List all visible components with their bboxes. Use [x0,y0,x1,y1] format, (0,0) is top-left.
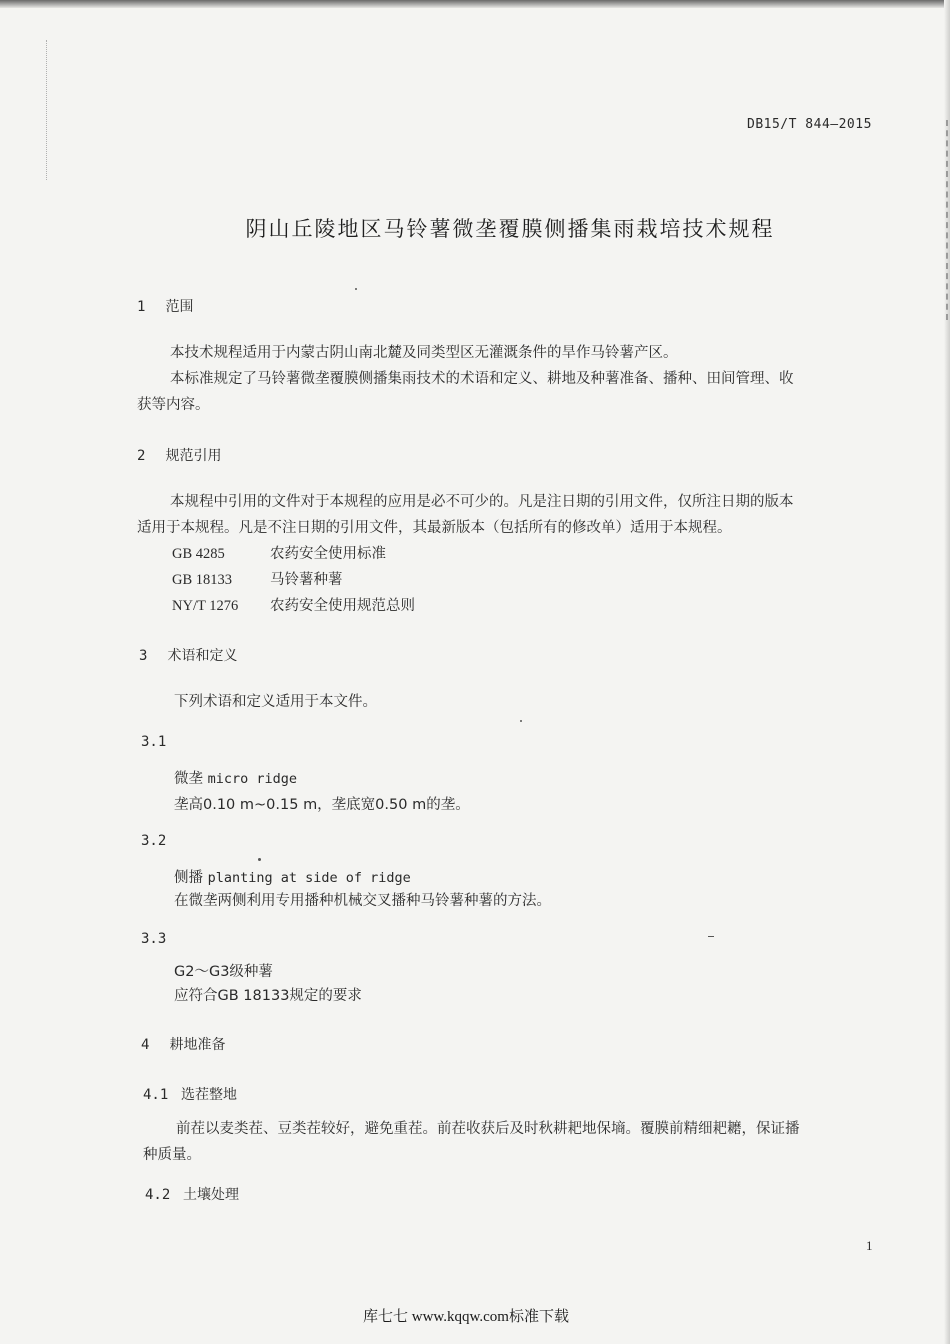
document-title: 阴山丘陵地区马铃薯微垄覆膜侧播集雨栽培技术规程 [245,217,775,241]
reference-code: GB 4285 [172,546,225,562]
term-definition: 在微垄两侧利用专用播种机械交叉播种马铃薯种薯的方法。 [174,893,551,909]
section-number: 2 [137,448,146,464]
term-number: 3.3 [141,931,167,947]
page-number: 1 [866,1238,873,1253]
term-zh: 侧播 [174,870,203,886]
term-definition: 垄高0.10 m~0.15 m，垄底宽0.50 m的垄。 [174,797,470,813]
reference-code: NY/T 1276 [172,598,239,614]
scan-left-mark [46,40,48,180]
section-title: 术语和定义 [167,648,238,664]
subsection-4-2-heading [145,1184,239,1204]
section-3-intro: 下列术语和定义适用于本文件。 [174,694,377,710]
section-number: 1 [137,299,146,315]
subsection-number: 4.1 [143,1087,169,1103]
scan-speck [355,288,357,290]
section-2-para-line-1: 本规程中引用的文件对于本规程的应用是必不可少的。凡是注日期的引用文件，仅所注日期的版本 [170,494,794,510]
subsection-title: 选茬整地 [181,1087,237,1103]
section-title: 规范引用 [165,448,222,464]
section-1-para-2-line-2: 获等内容。 [137,397,210,413]
standard-number: DB15/T 844—2015 [747,117,872,132]
term-en: micro ridge [207,771,298,787]
footer-watermark-text: 库七七 www.kqqw.com标准下载 [363,1309,569,1325]
term-en: planting at side of ridge [207,870,411,886]
reference-row [172,593,415,619]
scan-speck [258,858,261,861]
term-definition: 应符合GB 18133规定的要求 [174,988,362,1004]
reference-name: 农药安全使用规范总则 [270,598,415,614]
section-1-heading [137,296,193,316]
section-number: 4 [141,1037,150,1053]
section-4-heading [141,1034,225,1054]
term-number: 3.2 [141,833,167,849]
scan-top-border [0,0,950,8]
subsection-4-1-para-line-2: 种质量。 [143,1147,201,1163]
scan-speck [520,720,522,722]
section-2-heading [137,445,221,465]
term-zh: 微垄 [174,771,203,787]
subsection-title: 土壤处理 [183,1187,239,1203]
section-1-para-1: 本技术规程适用于内蒙古阴山南北麓及同类型区无灌溉条件的旱作马铃薯产区。 [170,345,678,361]
reference-name: 农药安全使用标准 [270,546,386,562]
reference-row [172,541,386,567]
section-number: 3 [139,648,148,664]
section-1-para-2-line-1: 本标准规定了马铃薯微垄覆膜侧播集雨技术的术语和定义、耕地及种薯准备、播种、田间管理、收 [170,371,794,387]
subsection-4-1-para-line-1: 前茬以麦类茬、豆类茬较好，避免重茬。前茬收获后及时秋耕耙地保墒。覆膜前精细耙耱，保证播 [176,1121,800,1137]
section-title: 耕地准备 [169,1037,226,1053]
section-title: 范围 [165,299,194,315]
section-2-para-line-2: 适用于本规程。凡是不注日期的引用文件，其最新版本（包括所有的修改单）适用于本规程。 [137,520,732,536]
term-zh: G2～G3级种薯 [174,964,273,980]
reference-code: GB 18133 [172,572,233,588]
reference-row [172,567,343,593]
section-3-heading [139,645,237,665]
subsection-number: 4.2 [145,1187,171,1203]
term-number: 3.1 [141,734,167,750]
scan-speck [708,936,714,937]
term-name [174,766,297,792]
reference-name: 马铃薯种薯 [270,572,343,588]
subsection-4-1-heading [143,1084,237,1104]
term-name [174,959,273,985]
